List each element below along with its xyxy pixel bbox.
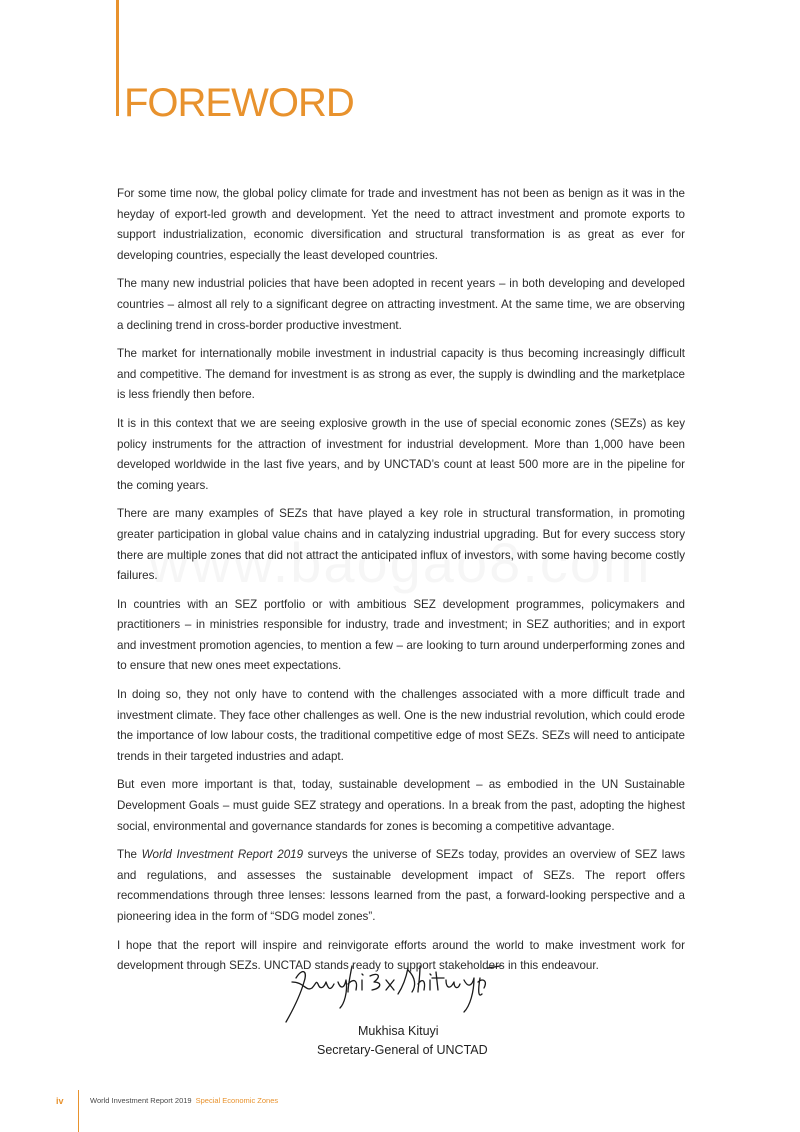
report-title-italic: World Investment Report 2019: [141, 848, 304, 862]
footer-accent-rule: [78, 1090, 79, 1132]
paragraph: The market for internationally mobile investment in industrial capacity is thus becoming increasingly difficult and competitive. The demand for investment is as strong as ever, the supply is dwindling and the marketplace is less friendly then before.: [117, 347, 685, 402]
signatory-name: Mukhisa Kituyi: [358, 1024, 439, 1038]
report-paragraph-suffix: surveys the universe of SEZs today, provides an overview of SEZ laws and regulations, and assesses the sustainable development impact of SEZs. The report offers recommendations through three lenses: lessons learned from the past, a forward-looking perspective and a pioneering idea in the form of “SDG model zones”.: [117, 848, 685, 923]
handwritten-signature: [282, 958, 512, 1028]
paragraph: It is in this context that we are seeing explosive growth in the use of special economic zones (SEZs) as key policy instruments for the attraction of investment for industrial development. More than 1,000 have been developed worldwide in the last five years, and by UNCTAD’s count at least 500 more are in the pipeline for the coming years.: [117, 416, 685, 492]
report-paragraph: [117, 845, 685, 927]
closing-paragraph: I hope that the report will inspire and reinvigorate efforts around the world to make investment work for development through SEZs. UNCTAD stands ready to support stakeholders in this endeavour.: [117, 938, 685, 973]
paragraph: In countries with an SEZ portfolio or with ambitious SEZ development programmes, policymakers and practitioners – in ministries responsible for industry, trade and investment; in SEZ authorities; and in export and investment promotion agencies, to mention a few – are looking to turn around underperforming zones and to ensure that new ones meet expectations.: [117, 597, 685, 673]
signatory-role: Secretary-General of UNCTAD: [317, 1043, 488, 1057]
paragraph: For some time now, the global policy climate for trade and investment has not been as benign as it was in the heyday of export-led growth and development. Yet the need to attract investment and promote exports to support industrialization, economic diversification and structural transformation is as great as ever for developing countries, especially the least developed countries.: [117, 187, 685, 262]
footer-subtitle: Special Economic Zones: [195, 1096, 279, 1105]
paragraph: There are many examples of SEZs that have played a key role in structural transformation, in promoting greater participation in global value chains and in catalyzing industrial upgrading. But for every success story there are multiple zones that did not attract the anticipated influx of investors, with some having become costly failures.: [117, 507, 685, 583]
paragraph: The many new industrial policies that have been adopted in recent years – in both developing and developed countries – almost all rely to a significant degree on attracting investment. At the same time, we are observing a declining trend in cross-border productive investment.: [117, 277, 685, 332]
foreword-body: [117, 184, 685, 985]
footer-running-head: [90, 1096, 278, 1105]
page-number: iv: [56, 1096, 64, 1106]
top-accent-rule: [116, 0, 119, 116]
page-title: FOREWORD: [124, 81, 354, 125]
paragraph: But even more important is that, today, sustainable development – as embodied in the UN Sustainable Development Goals – must guide SEZ strategy and operations. In a break from the past, adopting the highest social, environmental and governance standards for zones is becoming a competitive advantage.: [117, 778, 685, 833]
footer-report-title: World Investment Report 2019: [90, 1096, 192, 1105]
paragraph: In doing so, they not only have to contend with the challenges associated with a more difficult trade and investment climate. They face other challenges as well. One is the new industrial revolution, which could erode the importance of low labour costs, the traditional competitive edge of most SEZs. SEZs will need to anticipate trends in their targeted industries and adapt.: [117, 688, 685, 763]
report-paragraph-prefix: The: [117, 848, 142, 862]
